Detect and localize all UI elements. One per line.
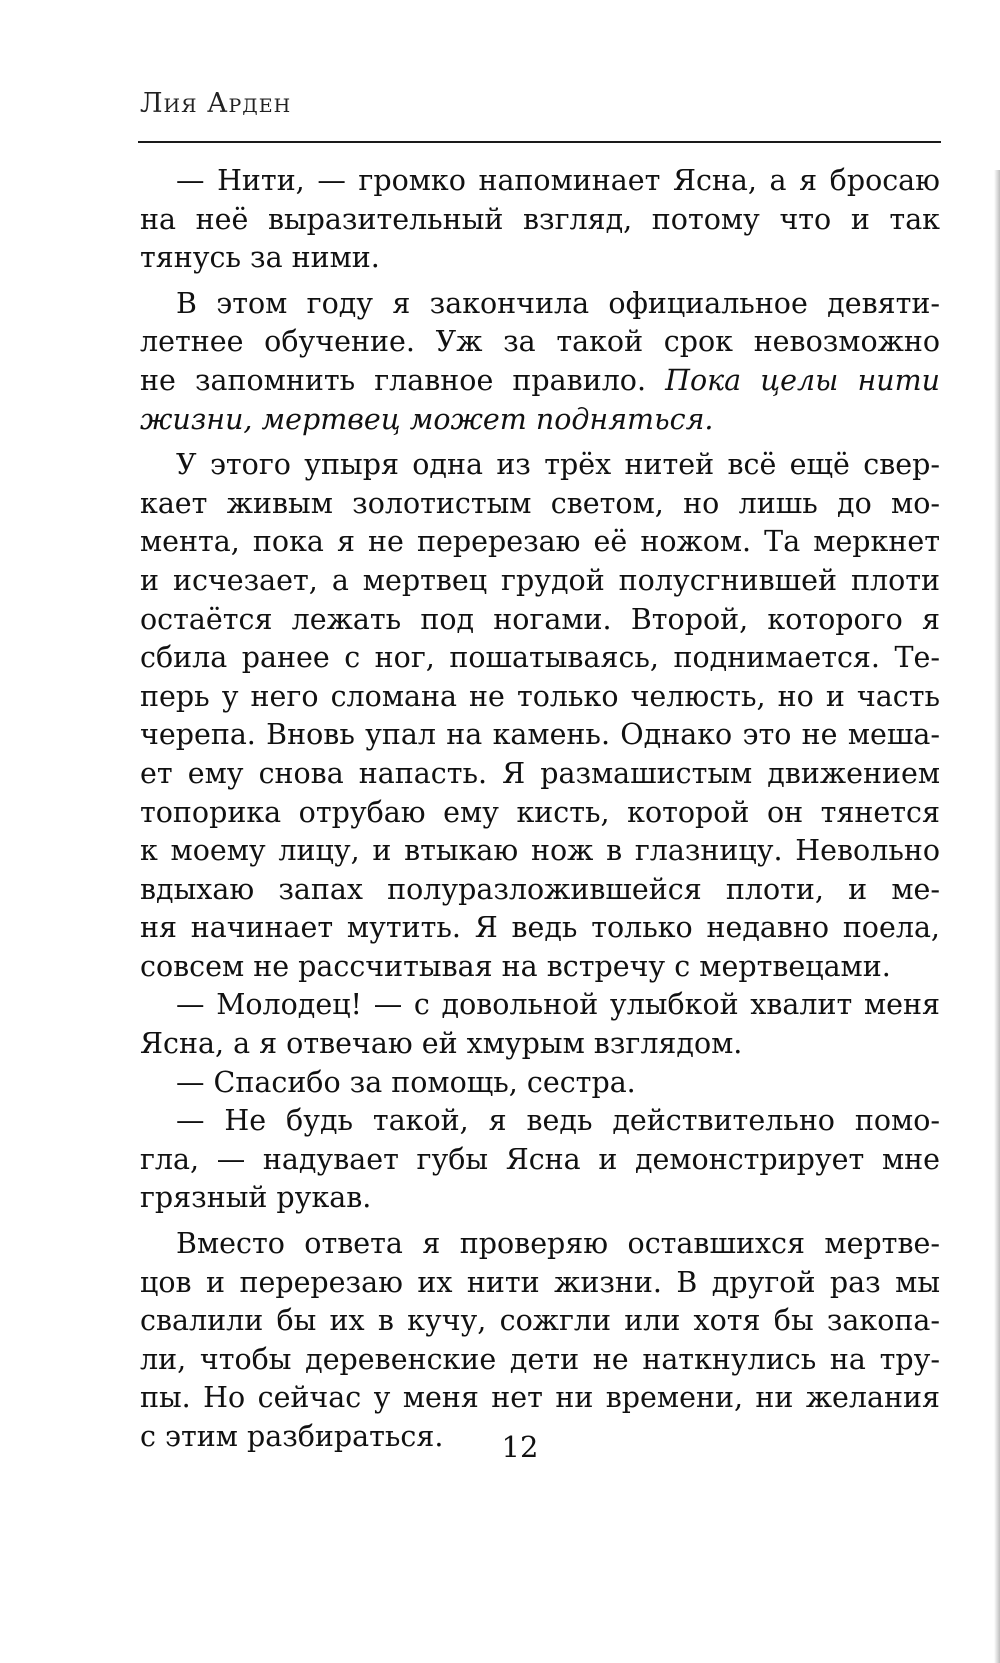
line-text: летнее обучение. Уж за такой срок невозможно [140, 325, 940, 359]
line-text: к моему лицу, и втыкаю нож в глазницу. Невольно [140, 834, 940, 868]
italic-text: жизни, мертвец может подняться. [140, 402, 714, 436]
line-text: свалили бы их в кучу, сожгли или хотя бы закопа- [140, 1304, 940, 1338]
text-line [140, 601, 940, 640]
text-line [140, 362, 940, 401]
text-line [140, 1102, 940, 1141]
line-text: ня начинает мутить. Я ведь только недавно поела, [140, 911, 940, 945]
line-text: Вместо ответа я проверяю оставшихся мертве- [176, 1227, 940, 1261]
line-text: — Молодец! — с довольной улыбкой хвалит меня [176, 988, 940, 1022]
text-line [140, 794, 940, 833]
text-line [140, 323, 940, 362]
text-line [140, 523, 940, 562]
text-line [140, 832, 940, 871]
text-line [140, 639, 940, 678]
line-text: не запомнить главное правило. [140, 363, 666, 397]
line-text: цов и перерезаю их нити жизни. В другой раз мы [140, 1265, 940, 1299]
line-text: — Спасибо за помощь, сестра. [176, 1065, 636, 1099]
text-line [140, 1225, 940, 1264]
line-text: тянусь за ними. [140, 241, 380, 275]
text-line [140, 1025, 940, 1064]
paragraph-gap [140, 278, 940, 285]
line-text: грязный рукав. [140, 1181, 372, 1215]
paragraph-gap [140, 439, 940, 446]
line-text: перь у него сломана не только челюсть, но и часть [140, 679, 940, 713]
text-line [140, 446, 940, 485]
line-text: и исчезает, а мертвец грудой полусгнившей плоти [140, 563, 940, 597]
text-line [140, 1302, 940, 1341]
line-text: мента, пока я не перерезаю её ножом. Та меркнет [140, 525, 940, 559]
text-line [140, 909, 940, 948]
running-head: Лия Арден [140, 88, 292, 119]
paragraph-gap [140, 1218, 940, 1225]
line-text: остаётся лежать под ногами. Второй, которого я [140, 602, 940, 636]
text-line [140, 285, 940, 324]
italic-text: Пока целы нити [665, 363, 941, 397]
text-line [140, 1379, 940, 1418]
line-text: черепа. Вновь упал на камень. Однако это не меша- [140, 718, 940, 752]
line-text: на неё выразительный взгляд, потому что и так [140, 202, 940, 236]
line-text: — Нити, — громко напоминает Ясна, а я бросаю [176, 164, 940, 197]
line-text: ет ему снова напасть. Я размашистым движением [140, 756, 940, 790]
text-line [140, 162, 940, 201]
text-line [140, 239, 940, 278]
line-text: ли, чтобы деревенские дети не наткнулись на тру- [140, 1342, 940, 1376]
text-line [140, 1141, 940, 1180]
text-line [140, 716, 940, 755]
body-text [140, 162, 940, 1457]
line-text: топорика отрубаю ему кисть, которой он тянется [140, 795, 940, 829]
text-line [140, 1341, 940, 1380]
line-text: Ясна, а я отвечаю ей хмурым взглядом. [140, 1027, 743, 1061]
line-text: У этого упыря одна из трёх нитей всё ещё свер- [176, 448, 940, 482]
line-text: кает живым золотистым светом, но лишь до мо- [140, 486, 940, 520]
line-text: с этим разбираться. [140, 1420, 444, 1453]
text-line [140, 755, 940, 794]
header-rule [138, 141, 941, 143]
page-number: 12 [501, 1430, 539, 1464]
text-line [140, 201, 940, 240]
text-line [140, 1264, 940, 1303]
line-text: — Не будь такой, я ведь действительно помо- [176, 1104, 940, 1138]
text-line [140, 562, 940, 601]
line-text: сбила ранее с ног, пошатываясь, поднимается. Те- [140, 641, 940, 675]
line-text: гла, — надувает губы Ясна и демонстрирует мне [140, 1142, 940, 1176]
line-text: совсем не рассчитывая на встречу с мертвецами. [140, 949, 891, 983]
line-text: В этом году я закончила официальное девяти- [176, 286, 940, 320]
text-line [140, 1064, 940, 1103]
line-text: вдыхаю запах полуразложившейся плоти, и ме- [140, 872, 940, 906]
text-line [140, 948, 940, 987]
text-line [140, 986, 940, 1025]
text-line [140, 678, 940, 717]
text-line [140, 485, 940, 524]
text-line [140, 401, 940, 440]
text-line [140, 1179, 940, 1218]
line-text: пы. Но сейчас у меня нет ни времени, ни желания [140, 1381, 940, 1415]
text-line [140, 871, 940, 910]
